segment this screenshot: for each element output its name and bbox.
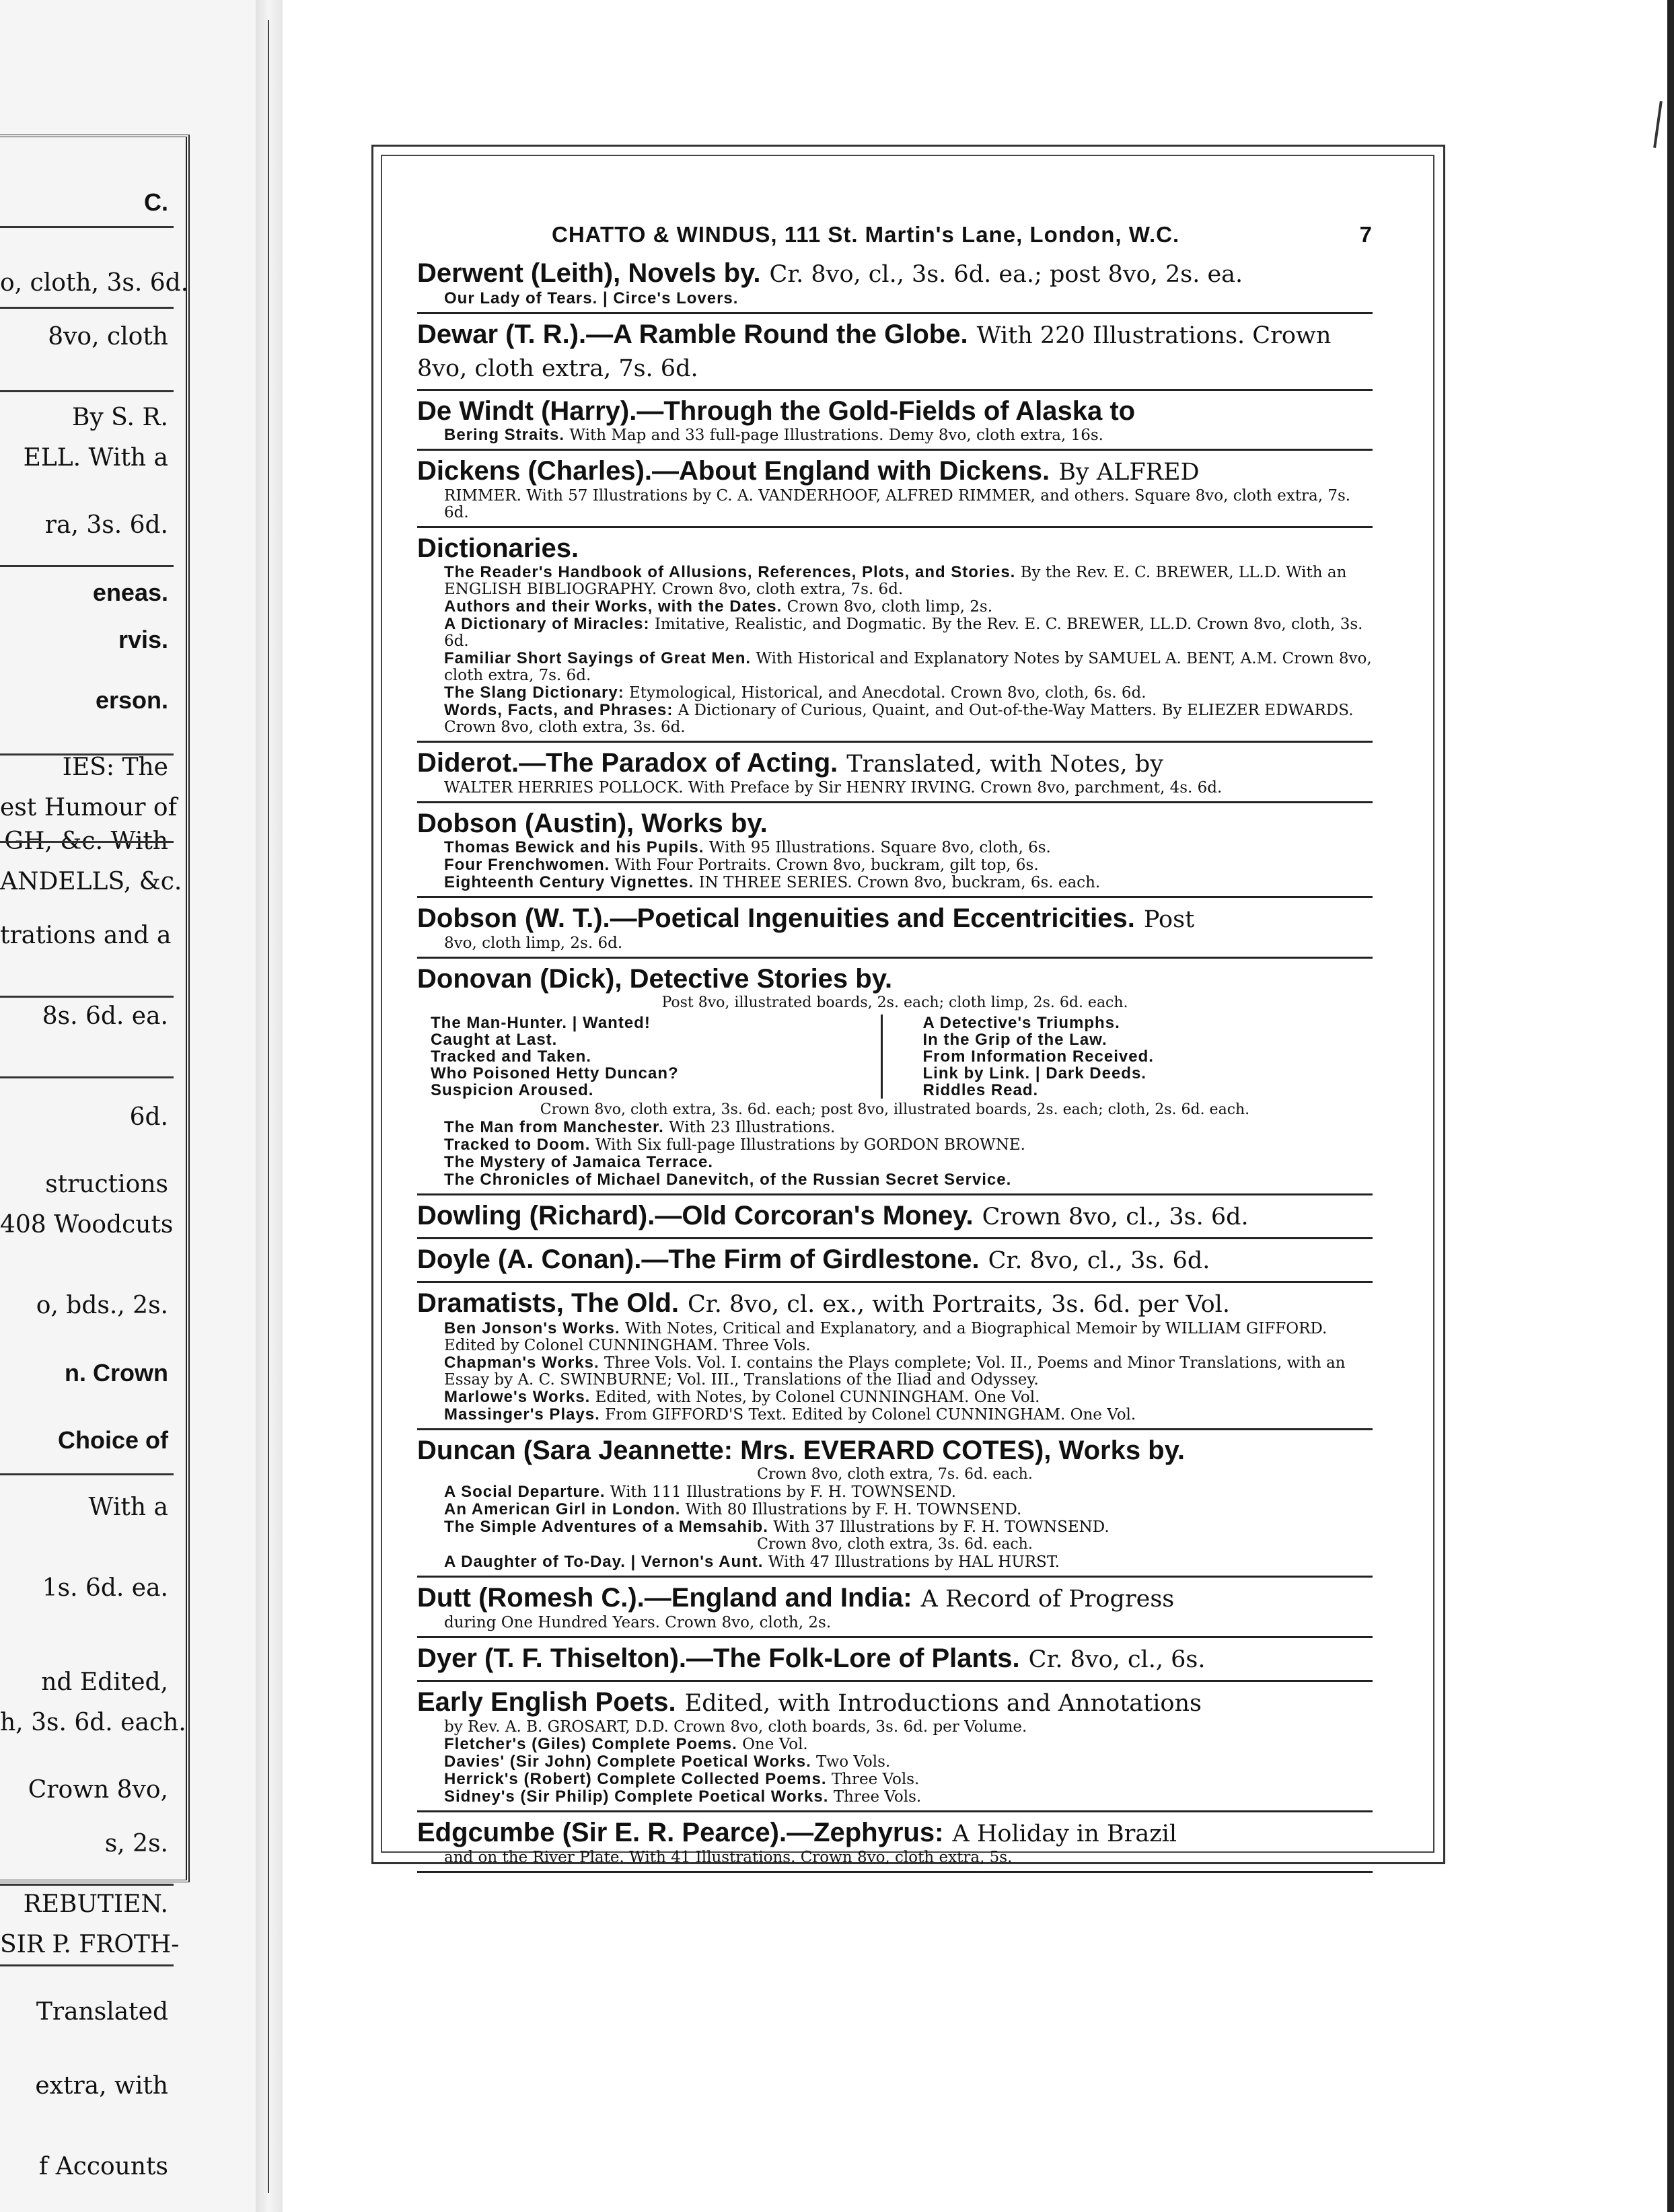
entry-line (417, 1119, 1373, 1136)
left-page-line: ra, 3s. 6d. (44, 511, 168, 539)
entry-line (417, 1719, 1373, 1736)
entry-list (417, 253, 1373, 1873)
entry-line (417, 488, 1373, 521)
entry-heading (417, 318, 1373, 384)
author-name: Dobson (Austin), Works by. (417, 809, 768, 838)
author-name: Dramatists, The Old. (417, 1288, 679, 1318)
left-page-line: IES: The (62, 753, 168, 781)
two-column-list (417, 1015, 1373, 1099)
left-page-line: nd Edited, (41, 1668, 168, 1696)
work-details: and on the River Plate. With 41 Illustrations. Crown 8vo, cloth extra, 5s. (444, 1849, 1013, 1866)
work-details: Edited, with Notes, by Colonel CUNNINGHAM. One Vol. (595, 1389, 1040, 1406)
left-page-line: ELL. With a (23, 444, 168, 472)
work-title: Familiar Short Sayings of Great Men. (444, 649, 752, 667)
left-page-line: f Accounts (38, 2153, 168, 2180)
work-title: Herrick's (Robert) Complete Collected Poems. (444, 1770, 827, 1788)
left-page-line: trations and a (0, 922, 172, 949)
entry-line (417, 1389, 1373, 1406)
entry-heading (417, 1642, 1373, 1675)
work-title: Sidney's (Sir Philip) Complete Poetical Works. (444, 1787, 829, 1806)
work-title: Massinger's Plays. (444, 1405, 600, 1424)
catalogue-entry (417, 451, 1373, 528)
catalogue-entry (417, 391, 1373, 451)
catalogue-entry (417, 314, 1373, 391)
entry-line (417, 874, 1373, 891)
left-page-line: o, cloth, 3s. 6d. (0, 269, 189, 297)
work-details: 8vo, cloth limp, 2s. 6d. (444, 934, 623, 952)
work-details: From GIFFORD'S Text. Edited by Colonel CUNNINGHAM. One Vol. (605, 1406, 1136, 1424)
left-page-line: 1s. 6d. ea. (42, 1574, 168, 1602)
work-details: Three Vols. (833, 1788, 922, 1806)
entry-line (417, 1553, 1373, 1571)
entry-line (417, 856, 1373, 874)
publisher-address: CHATTO & WINDUS, 111 St. Martin's Lane, London, W.C. (552, 222, 1180, 247)
left-page-rule (0, 1473, 174, 1475)
entry-line (417, 1736, 1373, 1753)
left-page-line: est Humour of (0, 794, 177, 821)
edition-note: Crown 8vo, cloth extra, 3s. 6d. each. (757, 1536, 1033, 1553)
work-details: With 95 Illustrations. Square 8vo, cloth, 6s. (708, 839, 1051, 856)
left-page-rule (0, 226, 174, 228)
gutter-line (268, 20, 269, 2193)
entry-line (417, 1849, 1373, 1866)
entry-line (417, 1615, 1373, 1631)
left-page-line: extra, with (35, 2072, 168, 2100)
catalogue-entry (417, 1638, 1373, 1682)
left-page-rule (0, 996, 174, 998)
work-title: Chapman's Works. (444, 1354, 599, 1372)
publication-info: Cr. 8vo, cl., 3s. 6d. (988, 1247, 1210, 1274)
work-title: The Man from Manchester. (444, 1118, 664, 1136)
work-details: With Six full-page Illustrations by GORDON BROWNE. (595, 1136, 1025, 1154)
work-details: With Four Portraits. Crown 8vo, buckram, gilt top, 6s. (614, 856, 1039, 874)
publication-info: A Record of Progress (920, 1586, 1175, 1613)
entry-line (417, 1518, 1373, 1536)
publication-info: With 220 Illustrations. Crown 8vo, cloth extra, 7s. 6d. (417, 322, 1332, 382)
work-title: Caught at Last. (431, 1031, 558, 1049)
work-title: Words, Facts, and Phrases: (444, 701, 674, 719)
entry-line (417, 616, 1373, 650)
work-title: The Chronicles of Michael Danevitch, of the Russian Secret Service. (444, 1171, 1012, 1189)
work-title: Four Frenchwomen. (444, 856, 610, 874)
entry-heading (417, 532, 1373, 564)
work-details: WALTER HERRIES POLLOCK. With Preface by Sir HENRY IRVING. Crown 8vo, parchment, 4s. 6d. (444, 779, 1223, 797)
left-page-line: eneas. (92, 579, 168, 606)
left-page-line: n. Crown (65, 1359, 168, 1387)
publication-info: Post (1143, 906, 1195, 933)
left-page-line: REBUTIEN. (23, 1890, 168, 1918)
author-name: Derwent (Leith), Novels by. (417, 258, 761, 288)
catalogue-entry (417, 898, 1373, 959)
left-page-rule (0, 1884, 174, 1886)
publication-info: A Holiday in Brazil (952, 1820, 1177, 1847)
catalogue-content (417, 222, 1373, 1873)
entry-heading (417, 1200, 1373, 1232)
work-title: Davies' (Sir John) Complete Poetical Works. (444, 1753, 811, 1771)
entry-line (417, 935, 1373, 952)
work-details: Etymological, Historical, and Anecdotal. Crown 8vo, cloth, 6s. 6d. (629, 684, 1147, 702)
work-details: With 80 Illustrations by F. H. TOWNSEND. (685, 1501, 1022, 1518)
work-details: Three Vols. (831, 1771, 920, 1788)
work-title: Thomas Bewick and his Pupils. (444, 838, 704, 856)
left-page-line: erson. (95, 686, 168, 714)
work-details: With 111 Illustrations by F. H. TOWNSEND. (610, 1483, 957, 1501)
entry-heading (417, 1243, 1373, 1276)
entry-line (417, 427, 1373, 444)
left-page-line: By S. R. (71, 404, 168, 431)
entry-line (417, 564, 1373, 598)
left-page-line: SIR P. FROTH- (0, 1931, 180, 1958)
publication-info: Crown 8vo, cl., 3s. 6d. (982, 1204, 1249, 1230)
entry-heading (417, 1816, 1373, 1849)
entry-heading (417, 747, 1373, 780)
page-number: 7 (1359, 222, 1373, 247)
catalogue-entry (417, 743, 1373, 803)
author-name: Dewar (T. R.).—A Ramble Round the Globe. (417, 320, 968, 349)
publication-info: Translated, with Notes, by (846, 751, 1163, 778)
left-page-line: structions (45, 1171, 168, 1198)
edition-note: Crown 8vo, cloth extra, 7s. 6d. each. (757, 1466, 1033, 1483)
work-title: The Reader's Handbook of Allusions, References, Plots, and Stories. (444, 563, 1016, 581)
work-details: A Dictionary of Curious, Quaint, and Out-of-the-Way Matters. By ELIEZER EDWARDS. Crown 8vo, cloth extra, 3s. 6d. (444, 702, 1354, 736)
author-name: Dickens (Charles).—About England with Dickens. (417, 456, 1050, 486)
work-title: The Simple Adventures of a Memsahib. (444, 1518, 768, 1536)
left-page-rule (0, 1076, 174, 1078)
entry-line (417, 290, 1373, 307)
catalogue-entry (417, 1812, 1373, 1873)
author-name: Doyle (A. Conan).—The Firm of Girdlestone. (417, 1245, 980, 1274)
work-details: By the Rev. E. C. BREWER, LL.D. With an ENGLISH BIBLIOGRAPHY. Crown 8vo, cloth extra, 7s. 6d. (444, 564, 1347, 598)
work-title: Tracked to Doom. (444, 1136, 591, 1154)
catalogue-entry (417, 1682, 1373, 1812)
entry-line (417, 1501, 1373, 1518)
entry-heading (417, 1582, 1373, 1615)
publication-info: Cr. 8vo, cl. ex., with Portraits, 3s. 6d. per Vol. (688, 1291, 1230, 1318)
left-page-rule (0, 1964, 174, 1966)
work-details: With 37 Illustrations by F. H. TOWNSEND. (773, 1518, 1109, 1536)
left-page-rule (0, 307, 174, 309)
left-page-line: h, 3s. 6d. each. (0, 1709, 186, 1736)
work-title: The Slang Dictionary: (444, 684, 624, 702)
entry-heading (417, 1287, 1373, 1320)
work-title: Our Lady of Tears. | Circe's Lovers. (444, 289, 739, 307)
left-page-line: 408 Woodcuts (0, 1211, 174, 1239)
author-name: Diderot.—The Paradox of Acting. (417, 748, 838, 778)
book-gutter (256, 0, 283, 2212)
left-column (431, 1015, 881, 1099)
work-title: Fletcher's (Giles) Complete Poems. (444, 1735, 737, 1753)
publication-info: Cr. 8vo, cl., 6s. (1028, 1646, 1206, 1673)
work-title: Suspicion Aroused. (431, 1081, 594, 1099)
left-page-line: rvis. (118, 626, 168, 653)
work-title: Authors and their Works, with the Dates. (444, 597, 783, 616)
work-title: Marlowe's Works. (444, 1388, 591, 1406)
edge-mark (1653, 101, 1663, 148)
work-details: One Vol. (742, 1736, 808, 1753)
left-page-line: s, 2s. (104, 1830, 168, 1857)
entry-heading (417, 1686, 1373, 1719)
work-title: An American Girl in London. (444, 1500, 681, 1518)
work-details: With Historical and Explanatory Notes by SAMUEL A. BENT, A.M. Crown 8vo, cloth extra, 7s. 6d. (444, 650, 1372, 684)
catalogue-entry (417, 1283, 1373, 1430)
author-name: De Windt (Harry).—Through the Gold-Fields of Alaska to (417, 396, 1136, 426)
work-details: by Rev. A. B. GROSART, D.D. Crown 8vo, cloth boards, 3s. 6d. per Volume. (444, 1718, 1027, 1736)
entry-line (417, 1483, 1373, 1501)
entry-line (417, 1320, 1373, 1354)
author-name: Early English Poets. (417, 1687, 676, 1717)
entry-heading (417, 1434, 1373, 1466)
entry-line (417, 1354, 1373, 1389)
catalogue-entry (417, 803, 1373, 898)
catalogue-entry (417, 1430, 1373, 1578)
entry-line (417, 650, 1373, 684)
entry-line (417, 1771, 1373, 1788)
entry-line (417, 1154, 1373, 1171)
entry-line (417, 684, 1373, 702)
work-details: Two Vols. (816, 1753, 891, 1771)
left-page-line: 8vo, cloth (48, 323, 168, 351)
entry-line (417, 1136, 1373, 1154)
left-page-line: o, bds., 2s. (36, 1292, 168, 1319)
catalogue-entry (417, 1239, 1373, 1283)
entry-heading (417, 963, 1373, 994)
entry-line (417, 1406, 1373, 1424)
left-page-rule (0, 841, 174, 843)
left-page-rule (0, 390, 174, 392)
work-title: From Information Received. (922, 1047, 1154, 1066)
author-name: Dobson (W. T.).—Poetical Ingenuities and Eccentricities. (417, 904, 1135, 933)
work-title: Who Poisoned Hetty Duncan? (431, 1064, 679, 1082)
work-details: Crown 8vo, cloth limp, 2s. (787, 598, 993, 616)
work-title: Link by Link. | Dark Deeds. (922, 1064, 1147, 1082)
catalogue-entry (417, 1195, 1373, 1239)
publication-info: Cr. 8vo, cl., 3s. 6d. ea.; post 8vo, 2s. ea. (769, 261, 1243, 288)
left-page-line: Crown 8vo, (28, 1776, 168, 1804)
work-title: A Social Departure. (444, 1483, 606, 1501)
publication-info: Edited, with Introductions and Annotations (684, 1690, 1202, 1717)
left-page-line: ANDELLS, &c. (0, 868, 182, 895)
work-details: Three Vols. Vol. I. contains the Plays complete; Vol. II., Poems and Minor Translations, with an Essay by A. C. SWINBURNE; Vol. III., Translations of the Iliad and Odyssey. (444, 1354, 1346, 1389)
catalogue-entry (417, 528, 1373, 743)
edition-note: Post 8vo, illustrated boards, 2s. each; cloth limp, 2s. 6d. each. (661, 994, 1128, 1011)
running-header (552, 222, 1373, 248)
entry-line (417, 598, 1373, 616)
left-page-rule (0, 753, 174, 755)
work-details: IN THREE SERIES. Crown 8vo, buckram, 6s. each. (698, 874, 1101, 891)
left-page-line: With a (88, 1494, 168, 1521)
work-details: during One Hundred Years. Crown 8vo, cloth, 2s. (444, 1614, 832, 1631)
work-details: With 23 Illustrations. (669, 1119, 836, 1136)
work-title: Tracked and Taken. (431, 1047, 591, 1066)
left-page-line: Choice of (57, 1426, 168, 1454)
work-title: A Dictionary of Miracles: (444, 615, 650, 633)
work-title: A Detective's Triumphs. (922, 1014, 1120, 1032)
left-page-line: C. (144, 188, 168, 216)
entry-heading (417, 395, 1373, 427)
work-details: RIMMER. With 57 Illustrations by C. A. VANDERHOOF, ALFRED RIMMER, and others. Square 8vo, cloth extra, 7s. 6d. (444, 487, 1351, 521)
left-page-rule (0, 565, 174, 567)
entry-line (417, 702, 1373, 736)
author-name: Duncan (Sara Jeannette: Mrs. EVERARD COTES), Works by. (417, 1436, 1185, 1465)
entry-heading (417, 455, 1373, 488)
page-edge (1667, 0, 1674, 2212)
left-page-line: GH, &c. With (4, 827, 168, 855)
entry-line (417, 1753, 1373, 1771)
work-details: With Map and 33 full-page Illustrations. Demy 8vo, cloth extra, 16s. (569, 427, 1103, 444)
work-title: In the Grip of the Law. (922, 1031, 1107, 1049)
right-column (881, 1015, 1373, 1099)
catalogue-entry (417, 253, 1373, 314)
publication-info: By ALFRED (1058, 459, 1200, 486)
entry-line (417, 1788, 1373, 1806)
work-title: The Mystery of Jamaica Terrace. (444, 1153, 714, 1171)
work-title: Riddles Read. (922, 1081, 1039, 1099)
work-title: Ben Jonson's Works. (444, 1319, 620, 1337)
left-page-line: 6d. (129, 1103, 168, 1131)
work-details: With Notes, Critical and Explanatory, and a Biographical Memoir by WILLIAM GIFFORD. Edited by Colonel CUNNINGHAM. Three Vols. (444, 1320, 1327, 1354)
entry-line (417, 780, 1373, 797)
work-details: With 47 Illustrations by HAL HURST. (768, 1553, 1060, 1571)
work-title: Bering Straits. (444, 426, 565, 444)
entry-heading (417, 807, 1373, 839)
author-name: Edgcumbe (Sir E. R. Pearce).—Zephyrus: (417, 1818, 944, 1847)
author-name: Dutt (Romesh C.).—England and India: (417, 1583, 912, 1613)
entry-line (417, 1171, 1373, 1189)
catalogue-entry (417, 1578, 1373, 1638)
author-name: Dowling (Richard).—Old Corcoran's Money. (417, 1201, 974, 1230)
work-details: Imitative, Realistic, and Dogmatic. By the Rev. E. C. BREWER, LL.D. Crown 8vo, cloth, 3s. 6d. (444, 616, 1363, 650)
work-title: A Daughter of To-Day. | Vernon's Aunt. (444, 1553, 764, 1571)
left-page (0, 0, 256, 2212)
left-page-line: 8s. 6d. ea. (42, 1002, 168, 1030)
entry-heading (417, 902, 1373, 935)
edition-note: Crown 8vo, cloth extra, 3s. 6d. each; post 8vo, illustrated boards, 2s. each; cloth, 2s. 6d. each. (540, 1101, 1250, 1118)
author-name: Dyer (T. F. Thiselton).—The Folk-Lore of Plants. (417, 1644, 1020, 1673)
catalogue-entry (417, 959, 1373, 1195)
author-name: Dictionaries. (417, 533, 579, 563)
left-page-line: Translated (36, 1998, 168, 2026)
work-title: The Man-Hunter. | Wanted! (431, 1014, 651, 1032)
author-name: Donovan (Dick), Detective Stories by. (417, 964, 893, 994)
entry-heading (417, 257, 1373, 290)
work-title: Eighteenth Century Vignettes. (444, 873, 694, 891)
entry-line (417, 839, 1373, 856)
